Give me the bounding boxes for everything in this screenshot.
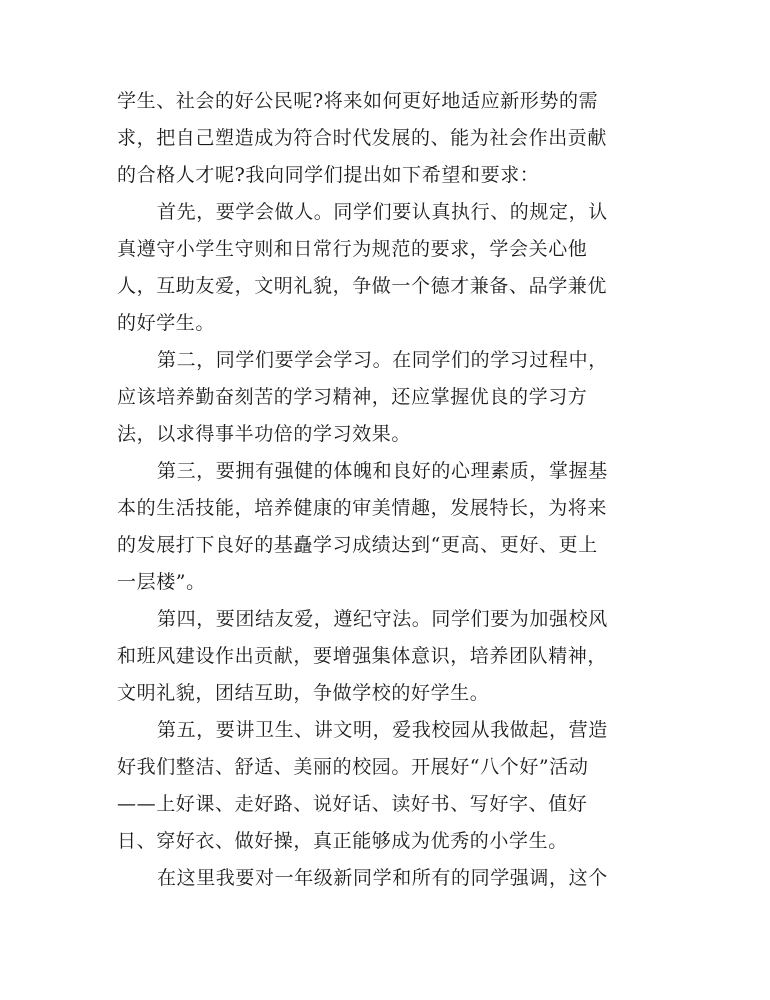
- paragraph-first-line: 第四，要团结友爱，遵纪守法。同学们要为加强校风: [157, 608, 608, 630]
- text-line: 应该培养勤奋刻苦的学习精神，还应掌握优良的学习方: [117, 386, 588, 408]
- paragraph-first-line: 第三，要拥有强健的体魄和良好的心理素质，掌握基: [157, 460, 608, 482]
- text-line: ——上好课、走好路、说好话、读好书、写好字、值好: [117, 793, 588, 815]
- text-line: 的好学生。: [117, 312, 216, 334]
- text-line: 人，互助友爱，文明礼貌，争做一个德才兼备、品学兼优: [117, 275, 608, 297]
- text-line: 法，以求得事半功倍的学习效果。: [117, 423, 412, 445]
- text-line: 的发展打下良好的基矗学习成绩达到“更高、更好、更上: [117, 534, 598, 556]
- text-line: 文明礼貌，团结互助，争做学校的好学生。: [117, 682, 490, 704]
- paragraph-first-line: 第五，要讲卫生、讲文明，爱我校园从我做起，营造: [157, 719, 608, 741]
- text-line: 好我们整洁、舒适、美丽的校园。开展好“八个好”活动: [117, 756, 589, 778]
- document-body: [117, 83, 637, 897]
- paragraph-first-line: 首先，要学会做人。同学们要认真执行、的规定，认: [157, 201, 608, 223]
- text-line: 和班风建设作出贡献，要增强集体意识，培养团队精神，: [117, 645, 608, 667]
- text-line: 求，把自己塑造成为符合时代发展的、能为社会作出贡献: [117, 127, 608, 149]
- text-line: 真遵守小学生守则和日常行为规范的要求，学会关心他: [117, 238, 588, 260]
- paragraph-first-line: 第二，同学们要学会学习。在同学们的学习过程中，: [157, 349, 608, 371]
- text-line: 学生、社会的好公民呢?将来如何更好地适应新形势的需: [117, 90, 599, 112]
- text-line: 一层楼”。: [117, 571, 206, 593]
- text-line: 日、穿好衣、做好操，真正能够成为优秀的小学生。: [117, 830, 568, 852]
- text-line: 的合格人才呢?我向同学们提出如下希望和要求：: [117, 164, 540, 186]
- paragraph-first-line: 在这里我要对一年级新同学和所有的同学强调，这个: [157, 867, 608, 889]
- text-line: 本的生活技能，培养健康的审美情趣，发展特长，为将来: [117, 497, 608, 519]
